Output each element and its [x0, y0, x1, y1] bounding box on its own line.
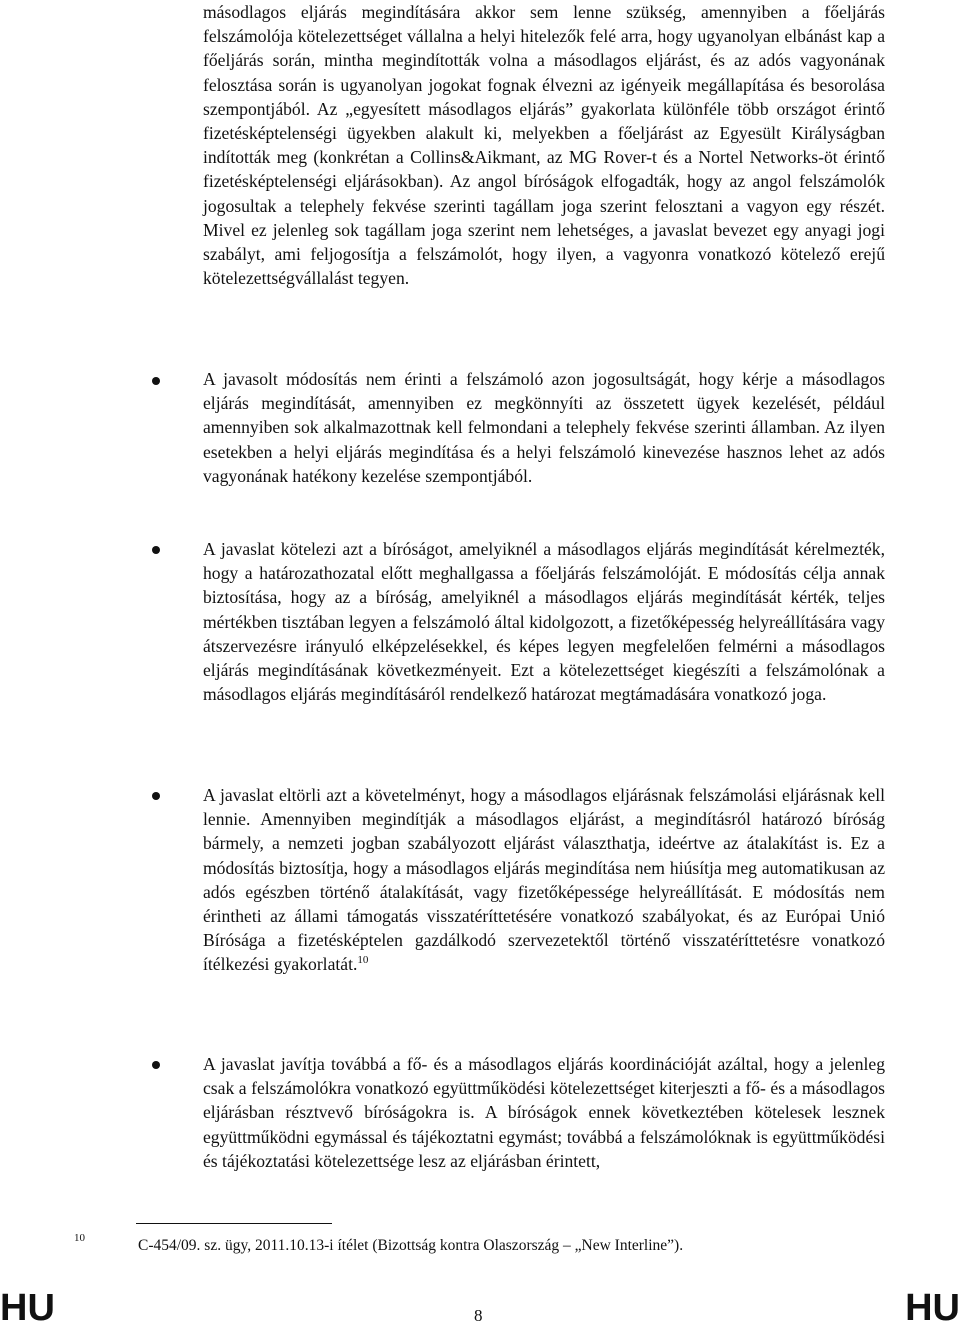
bullet-paragraph-4: A javaslat javítja továbbá a fő- és a másodlagos eljárás koordinációját azáltal, hogy a jelenleg csak a felszámolókra vonatkozó együttműködési kötelezettséget kiterjeszti a fő- és a másodlagos eljárásban résztvevő bíróságokra is. A bíróságok ennek következtében kötelesek lesznek együttműködni egymással és tájékoztatni egymást; továbbá a felszámolóknak is együttműködési és tájékoztatási kötelezettsége lesz az eljárásban érintett,: [203, 1054, 885, 1171]
page-number: 8: [474, 1306, 483, 1325]
footnote-text: C-454/09. sz. ügy, 2011.10.13-i ítélet (Bizottság kontra Olaszország – „New Interline”).: [138, 1237, 684, 1254]
bullet-paragraph-3-text: A javaslat eltörli azt a követelményt, hogy a másodlagos eljárásnak felszámolási eljárásnak kell lennie. Amennyiben megindítják a másodlagos eljárást, a megindításról határozó bíróság bármely, a nemzeti jogban szabályozott eljárást választhatja, ideértve az átalakítást is. Ez a módosítás biztosítja, hogy a másodlagos eljárás megindítása nem hiúsítja meg automatikusan az adós egészben történő átalakítását, vagy fizetőképessége helyreállítását. E módosítás nem érintheti az állami támogatás visszatéríttetésére vonatkozó szabályokat, és az Európai Unió Bírósága a fizetésképtelen gazdálkodó szervezetektől történő visszatéríttetésre vonatkozó ítélkezési gyakorlatát.: [203, 785, 885, 975]
bullet-icon: [152, 1061, 160, 1069]
footnote-number: 10: [74, 1232, 85, 1244]
bullet-paragraph-1: A javasolt módosítás nem érinti a felszámoló azon jogosultságát, hogy kérje a másodlagos eljárás megindítását, amennyiben ez megkönnyíti az összetett ügyek kezelését, például amennyiben sok alkalmazottnak kell felmondani a telephely fekvése szerinti államban. Az ilyen esetekben a helyi eljárás megindítása és a helyi felszámoló kinevezése hasznos lehet az adós vagyonának hatékony kezelése szempontjából.: [203, 369, 885, 486]
bullet-icon: [152, 792, 160, 800]
bullet-paragraph-3: [203, 783, 885, 977]
bullet-paragraph-2: A javaslat kötelezi azt a bíróságot, amelyiknél a másodlagos eljárás megindítását kérelmezték, hogy a határozathozatal előtt meghallgassa a főeljárás felszámolóját. E módosítás célja annak biztosítása, hogy az a bíróság, amelyiknél a másodlagos eljárás megindítását kérték, teljes mértékben tisztában legyen a felszámoló által kidolgozott, a fizetőképesség helyreállítására vagy átszervezésre irányuló elképzelésekkel, és képes legyen megfelelően felmérni a másodlagos eljárás megindításának következményeit. Ezt a kötelezettséget kiegészíti a felszámolónak a másodlagos eljárás megindításáról rendelkező határozat megtámadására vonatkozó joga.: [203, 539, 885, 705]
bullet-icon: [152, 377, 160, 385]
bullet-icon: [152, 546, 160, 554]
footnote-separator: [136, 1223, 332, 1224]
footnote-reference[interactable]: 10: [357, 954, 369, 967]
paragraph-continuation: másodlagos eljárás megindítására akkor sem lenne szükség, amennyiben a főeljárás felszámolója kötelezettséget vállalna a helyi hitelezők felé arra, hogy ugyanolyan elbánást kap a főeljárás során, mintha megindították volna a másodlagos eljárást, és az adós vagyonának felosztása során is ugyanolyan jogokat fognak élvezni az igényeik megállapítása és besorolása szempontjából. Az „egyesített másodlagos eljárás” gyakorlata különféle több országot érintő fizetésképtelenségi ügyekben alakult ki, melyekben a főeljárást az Egyesült Királyságban indították meg (konkrétan a Collins&Aikmant, az MG Rover-t és a Nortel Networks-öt érintő fizetésképtelenségi eljárásokban). Az angol bíróságok elfogadták, hogy az angol felszámolók jogosultak a telephely fekvése szerinti tagállam joga szerint felosztani a vagyon egy részét. Mivel ez jelenleg sok tagállam joga szerint nem lehetséges, a javaslat bevezet egy anyagi jogi szabályt, ami feljogosítja a felszámolót, hogy ilyen, a vagyonra vonatkozó kötelező erejű kötelezettségvállalást tegyen.: [203, 2, 885, 289]
footer-language-left: HU: [0, 1287, 55, 1329]
footer-language-right: HU: [905, 1287, 960, 1329]
